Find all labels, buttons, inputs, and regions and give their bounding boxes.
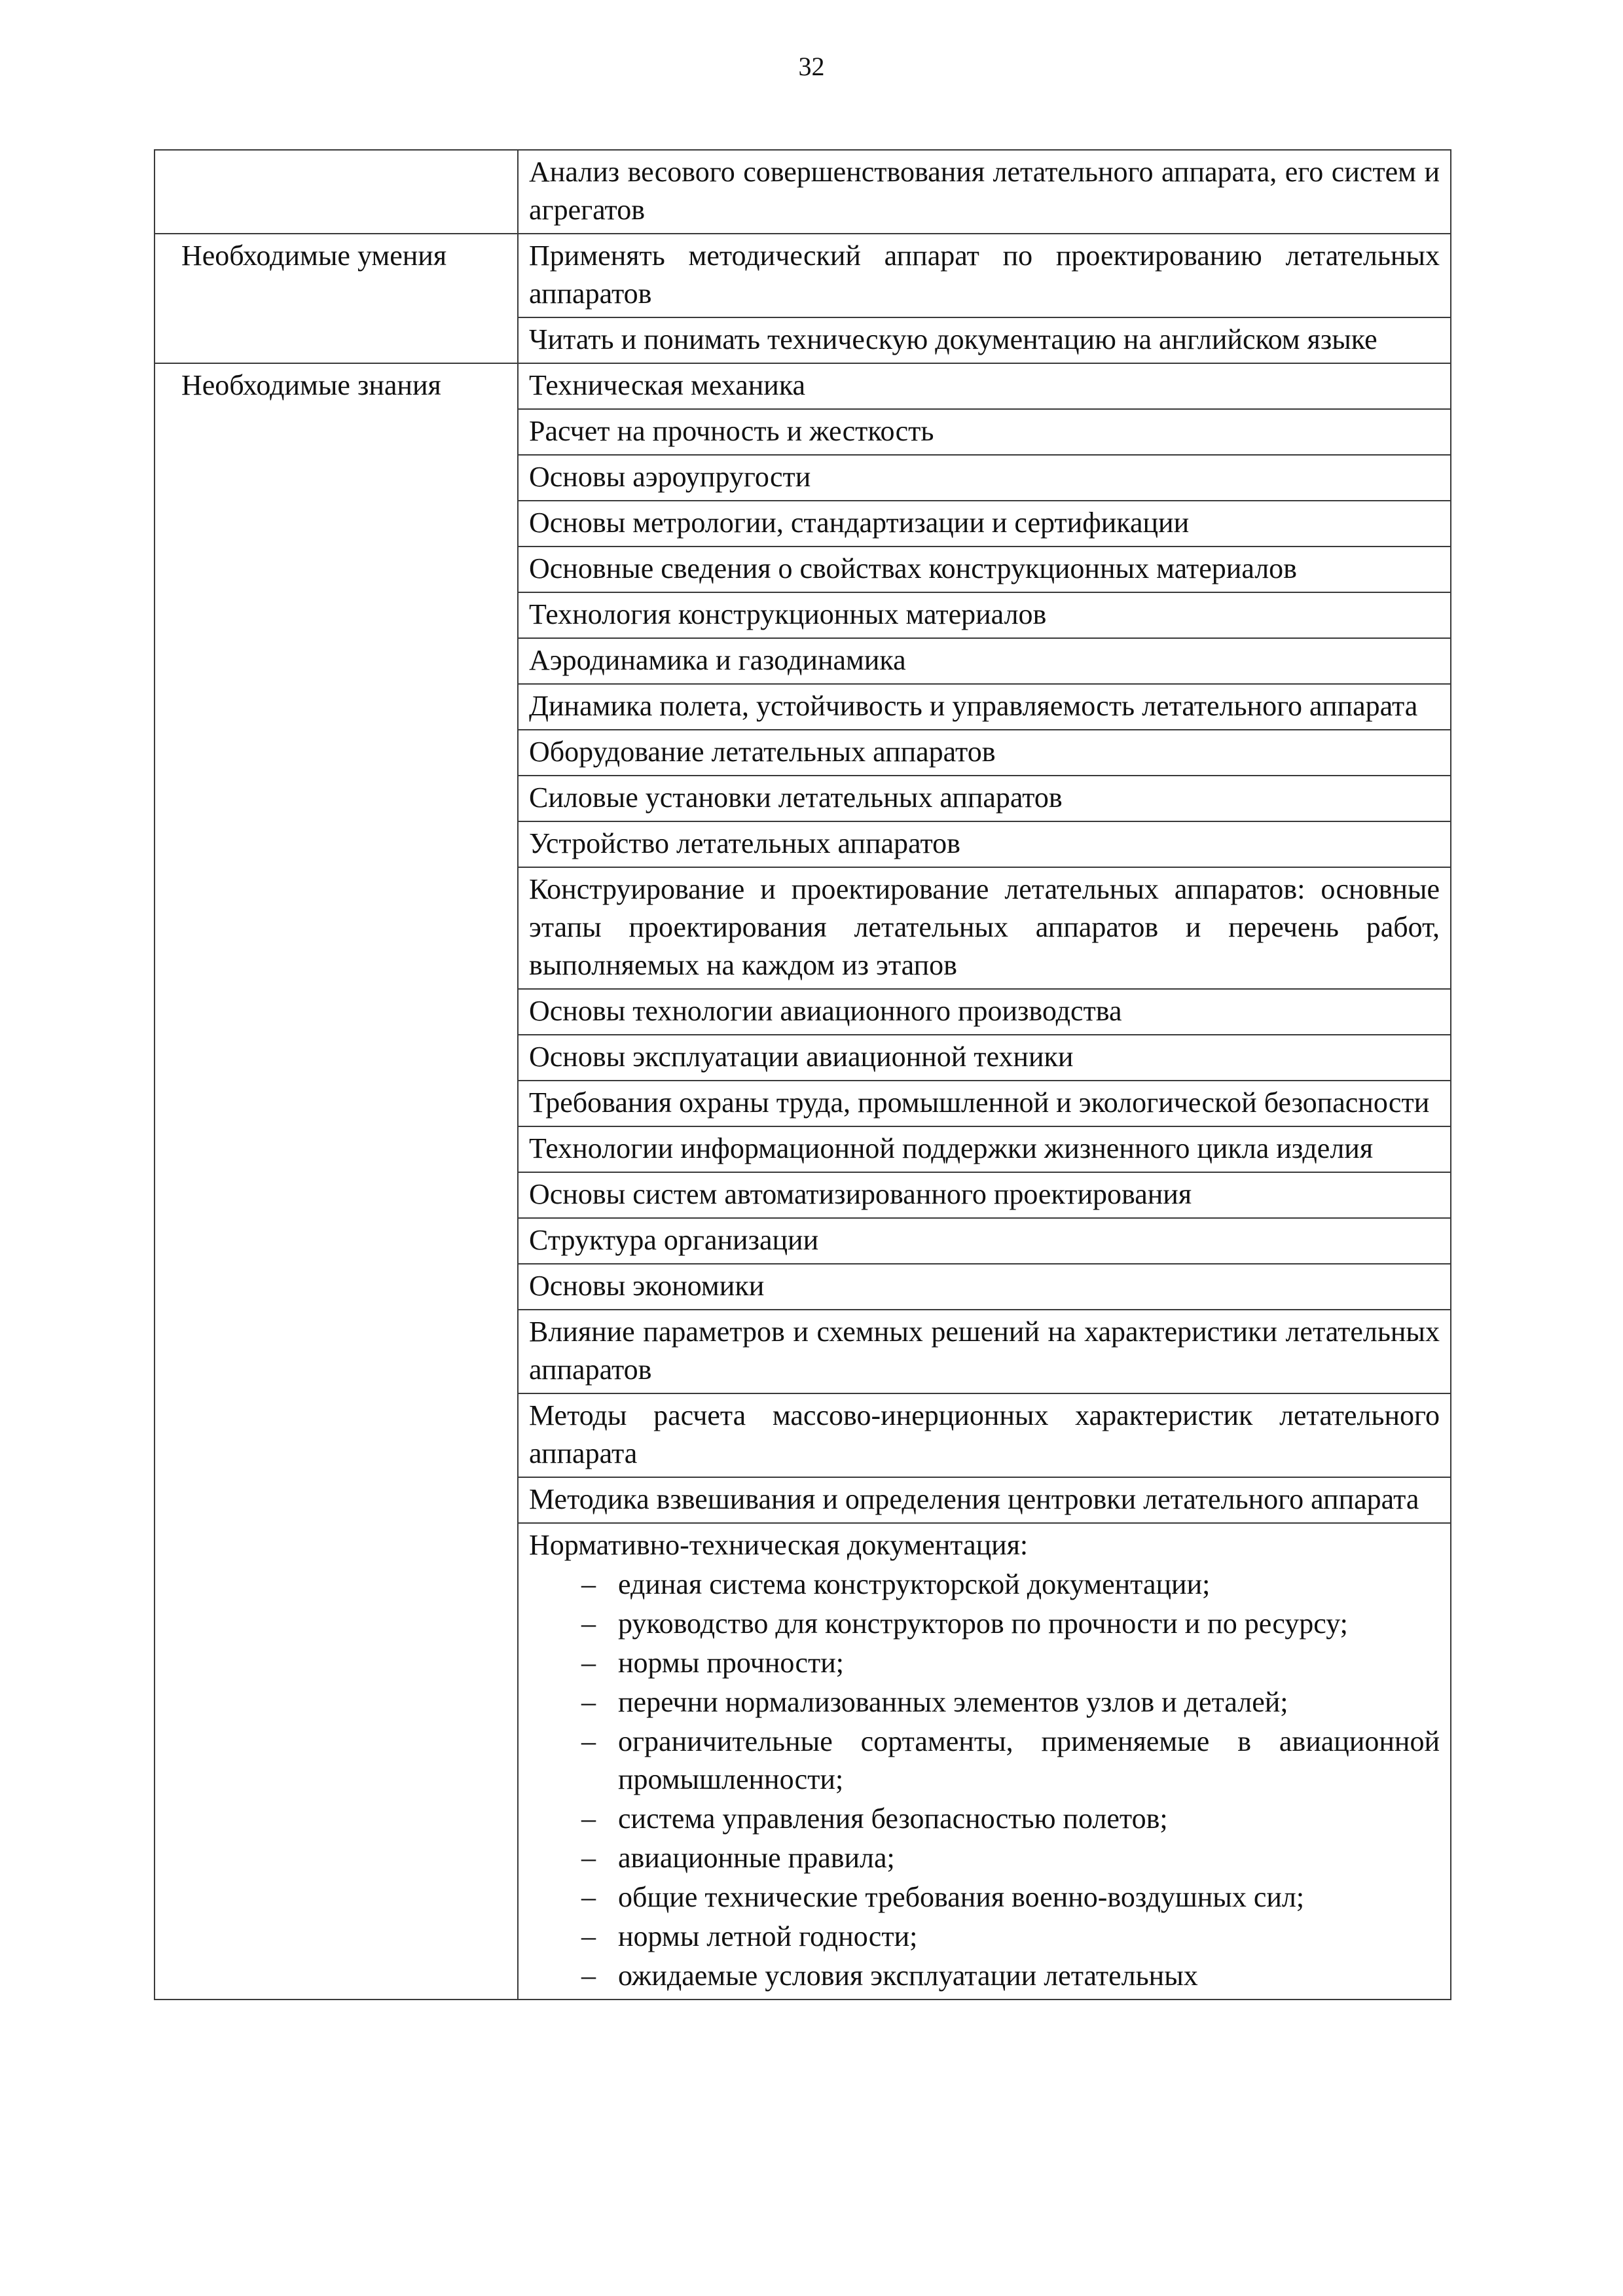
table-row <box>155 317 1451 363</box>
normative-docs-title: Нормативно-техническая документация: <box>529 1529 1029 1561</box>
table-row <box>155 1477 1451 1523</box>
table-row <box>155 730 1451 776</box>
list-item: – ограничительные сортаменты, применяемые в авиационной промышленности; <box>581 1723 1440 1799</box>
knowledge-label: Необходимые знания <box>155 363 518 409</box>
skills-label: Необходимые умения <box>155 234 518 317</box>
dash-marker: – <box>581 1725 596 1757</box>
list-item: – общие технические требования военно-воздушных сил; <box>581 1878 1440 1916</box>
label-cell-empty <box>155 317 518 363</box>
table-row <box>155 363 1451 409</box>
normative-docs-cell <box>518 1523 1451 2000</box>
table-row <box>155 1523 1451 2000</box>
table-row <box>155 1172 1451 1218</box>
label-cell-empty <box>155 150 518 234</box>
dash-marker: – <box>581 1960 596 1992</box>
list-item: – система управления безопасностью полетов; <box>581 1800 1440 1838</box>
list-item: – перечни нормализованных элементов узлов и деталей; <box>581 1683 1440 1721</box>
knowledge-item: Влияние параметров и схемных решений на характеристики летательных аппаратов <box>518 1310 1451 1393</box>
table-row <box>155 547 1451 592</box>
skill-item: Читать и понимать техническую документацию на английском языке <box>518 317 1451 363</box>
dash-marker: – <box>581 1686 596 1718</box>
table-row <box>155 776 1451 821</box>
knowledge-item: Основы экономики <box>518 1264 1451 1310</box>
dash-marker: – <box>581 1568 596 1600</box>
list-item: – руководство для конструкторов по прочности и по ресурсу; <box>581 1605 1440 1643</box>
table-row <box>155 821 1451 867</box>
knowledge-item: Требования охраны труда, промышленной и экологической безопасности <box>518 1081 1451 1126</box>
knowledge-item: Устройство летательных аппаратов <box>518 821 1451 867</box>
dash-marker: – <box>581 1920 596 1952</box>
knowledge-item: Технологии информационной поддержки жизненного цикла изделия <box>518 1126 1451 1172</box>
list-item: – единая система конструкторской документации; <box>581 1566 1440 1604</box>
table-row <box>155 150 1451 234</box>
table-row <box>155 455 1451 501</box>
dash-marker: – <box>581 1881 596 1913</box>
table-row <box>155 1035 1451 1081</box>
table-row <box>155 1218 1451 1264</box>
knowledge-item: Техническая механика <box>518 363 1451 409</box>
knowledge-item: Основы метрологии, стандартизации и сертификации <box>518 501 1451 547</box>
table-row <box>155 684 1451 730</box>
knowledge-item: Методика взвешивания и определения центровки летательного аппарата <box>518 1477 1451 1523</box>
table-row <box>155 501 1451 547</box>
table-row <box>155 1081 1451 1126</box>
knowledge-item: Технология конструкционных материалов <box>518 592 1451 638</box>
table-row <box>155 1393 1451 1477</box>
table-row <box>155 1264 1451 1310</box>
knowledge-item: Основы систем автоматизированного проектирования <box>518 1172 1451 1218</box>
table-row <box>155 989 1451 1035</box>
dash-marker: – <box>581 1803 596 1835</box>
list-item: – нормы летной годности; <box>581 1918 1440 1956</box>
table-row <box>155 638 1451 684</box>
table-row <box>155 234 1451 317</box>
table-row <box>155 592 1451 638</box>
knowledge-item: Аэродинамика и газодинамика <box>518 638 1451 684</box>
knowledge-item: Основы аэроупругости <box>518 455 1451 501</box>
dash-marker: – <box>581 1647 596 1679</box>
list-item: – авиационные правила; <box>581 1839 1440 1877</box>
knowledge-item: Основы эксплуатации авиационной техники <box>518 1035 1451 1081</box>
knowledge-item: Основные сведения о свойствах конструкционных материалов <box>518 547 1451 592</box>
table-row <box>155 409 1451 455</box>
table-row <box>155 1126 1451 1172</box>
competency-table <box>154 149 1451 2000</box>
list-item: – ожидаемые условия эксплуатации летательных <box>581 1957 1440 1995</box>
knowledge-item: Основы технологии авиационного производства <box>518 989 1451 1035</box>
skill-item: Применять методический аппарат по проектированию летательных аппаратов <box>518 234 1451 317</box>
table-row <box>155 1310 1451 1393</box>
normative-docs-list <box>529 1566 1440 1995</box>
knowledge-item: Оборудование летательных аппаратов <box>518 730 1451 776</box>
knowledge-item: Методы расчета массово-инерционных характеристик летательного аппарата <box>518 1393 1451 1477</box>
table-row <box>155 867 1451 989</box>
dash-marker: – <box>581 1607 596 1640</box>
knowledge-item: Силовые установки летательных аппаратов <box>518 776 1451 821</box>
list-item: – нормы прочности; <box>581 1644 1440 1682</box>
page-number: 32 <box>798 52 825 81</box>
knowledge-item: Динамика полета, устойчивость и управляемость летательного аппарата <box>518 684 1451 730</box>
knowledge-item: Расчет на прочность и жесткость <box>518 409 1451 455</box>
knowledge-item: Структура организации <box>518 1218 1451 1264</box>
knowledge-item: Конструирование и проектирование летательных аппаратов: основные этапы проектирования летательных аппаратов и перечень работ, выполняемых на каждом из этапов <box>518 867 1451 989</box>
dash-marker: – <box>581 1842 596 1874</box>
action-item: Анализ весового совершенствования летательного аппарата, его систем и агрегатов <box>518 150 1451 234</box>
